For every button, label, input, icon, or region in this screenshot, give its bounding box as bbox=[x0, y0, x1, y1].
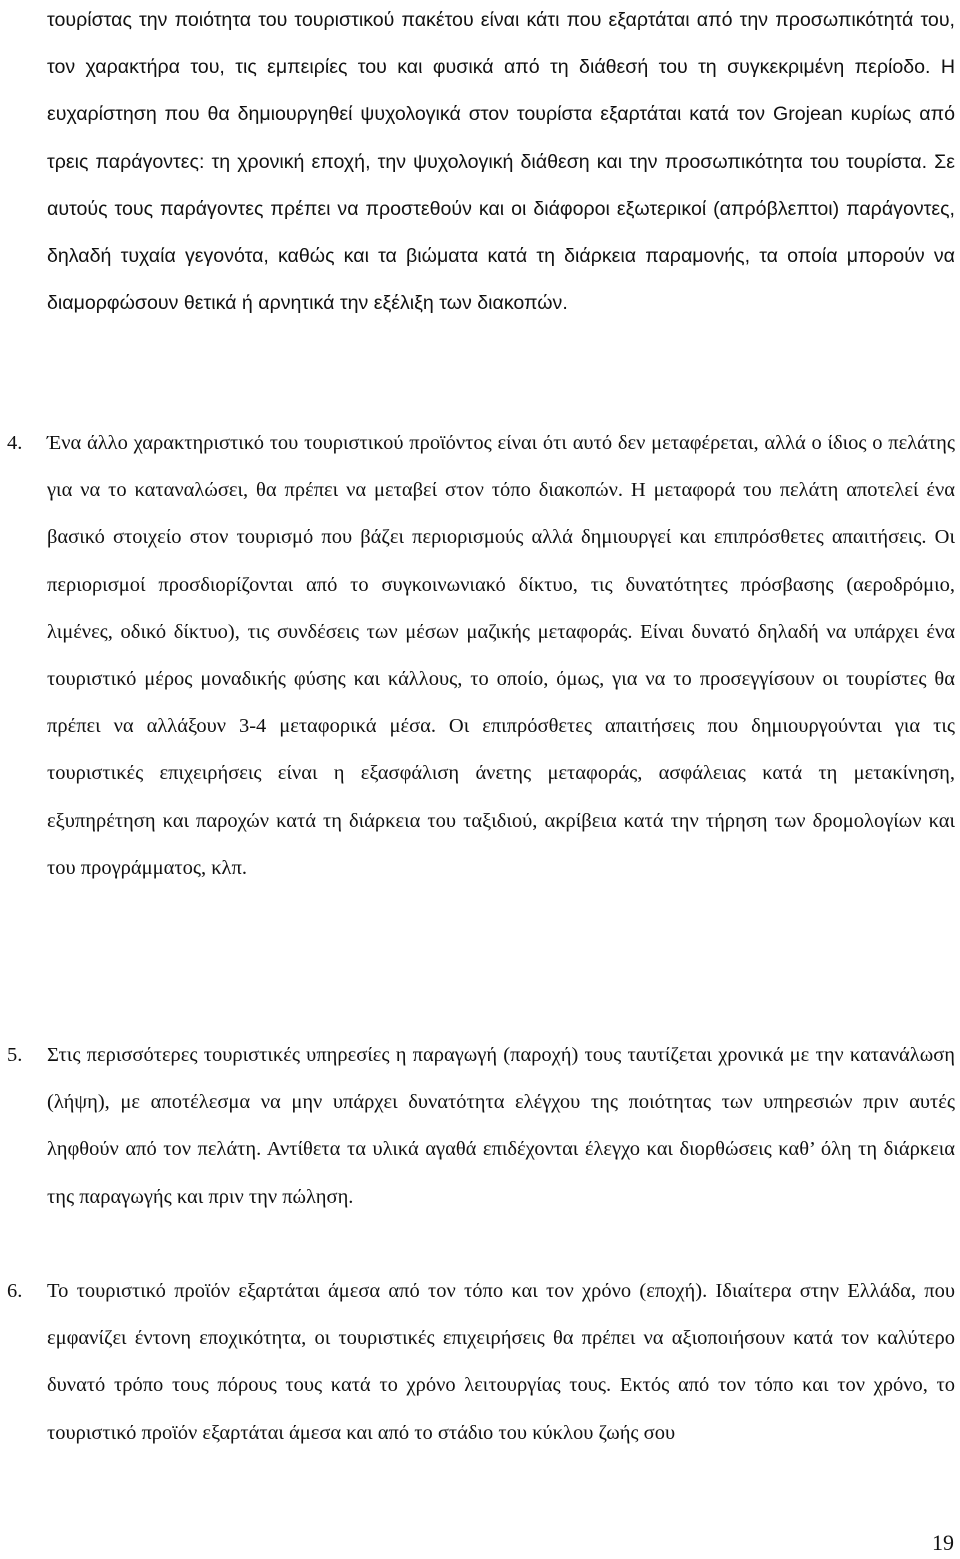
continuation-paragraph: τουρίστας την ποιότητα του τουριστικού πακέτου είναι κάτι που εξαρτάται από την προσωπικότητά του, τον χαρακτήρα του, τις εμπειρίες του και φυσικά από τη διάθεσή του τη συγκεκριμένη περίοδο. Η ευχαρίστηση που θα δημιουργηθεί ψυχολογικά στον τουρίστα εξαρτάται κατά τον Grojean κυρίως από τρεις παράγοντες: τη χρονική εποχή, την ψυχολογική διάθεση και την προσωπικότητα του τουρίστα. Σε αυτούς τους παράγοντες πρέπει να προστεθούν και οι διάφοροι εξωτερικοί (απρόβλεπτοι) παράγοντες, δηλαδή τυχαία γεγονότα, καθώς και τα βιώματα κατά τη διάρκεια παραμονής, τα οποία μπορούν να διαμορφώσουν θετικά ή αρνητικά την εξέλιξη των διακοπών. bbox=[47, 9, 955, 315]
list-number-6: 6. bbox=[7, 1280, 23, 1302]
page-number: 19 bbox=[932, 1530, 954, 1555]
list-item-5-text: Στις περισσότερες τουριστικές υπηρεσίες η παραγωγή (παροχή) τους ταυτίζεται χρονικά με την κατανάλωση (λήψη), με αποτέλεσμα να μην υπάρχει δυνατότητα ελέγχου της ποιότητας των υπηρεσιών πριν αυτές ληφθούν από τον πελάτη. Αντίθετα τα υλικά αγαθά επιδέχονται έλεγχο και διορθώσεις καθ’ όλη τη διάρκεια της παραγωγής και πριν την πώληση. bbox=[47, 1044, 955, 1208]
list-number-5: 5. bbox=[7, 1044, 23, 1066]
list-item-4-text: Ένα άλλο χαρακτηριστικό του τουριστικού προϊόντος είναι ότι αυτό δεν μεταφέρεται, αλλά ο ίδιος ο πελάτης για να το καταναλώσει, θα πρέπει να μεταβεί στον τόπο διακοπών. Η μεταφορά του πελάτη αποτελεί ένα βασικό στοιχείο στον τουρισμό που βάζει περιορισμούς αλλά δημιουργεί και επιπρόσθετες απαιτήσεις. Οι περιορισμοί προσδιορίζονται από το συγκοινωνιακό δίκτυο, τις δυνατότητες πρόσβασης (αεροδρόμιο, λιμένες, οδικό δίκτυο), τις συνδέσεις των μέσων μαζικής μεταφοράς. Είναι δυνατό δηλαδή να υπάρχει ένα τουριστικό μέρος μοναδικής φύσης και κάλλους, το οποίο, όμως, για να το προσεγγίσουν οι τουρίστες θα πρέπει να αλλάξουν 3-4 μεταφορικά μέσα. Οι επιπρόσθετες απαιτήσεις που δημιουργούνται για τις τουριστικές επιχειρήσεις είναι η εξασφάλιση άνετης μεταφοράς, ασφάλειας κατά τη μετακίνηση, εξυπηρέτηση και παροχών κατά τη διάρκεια του ταξιδιού, ακρίβεια κατά την τήρηση των δρομολογίων και του προγράμματος, κλπ. bbox=[47, 432, 955, 879]
list-item-6-text: Το τουριστικό προϊόν εξαρτάται άμεσα από τον τόπο και τον χρόνο (εποχή). Ιδιαίτερα στην Ελλάδα, που εμφανίζει έντονη εποχικότητα, οι τουριστικές επιχειρήσεις θα πρέπει να αξιοποιήσουν κατά τον καλύτερο δυνατό τρόπο τους πόρους τους κατά το χρόνο λειτουργίας τους. Εκτός από τον τόπο και τον χρόνο, το τουριστικό προϊόν εξαρτάται άμεσα και από το στάδιο του κύκλου ζωής σου bbox=[47, 1280, 955, 1444]
list-number-4: 4. bbox=[7, 432, 23, 454]
